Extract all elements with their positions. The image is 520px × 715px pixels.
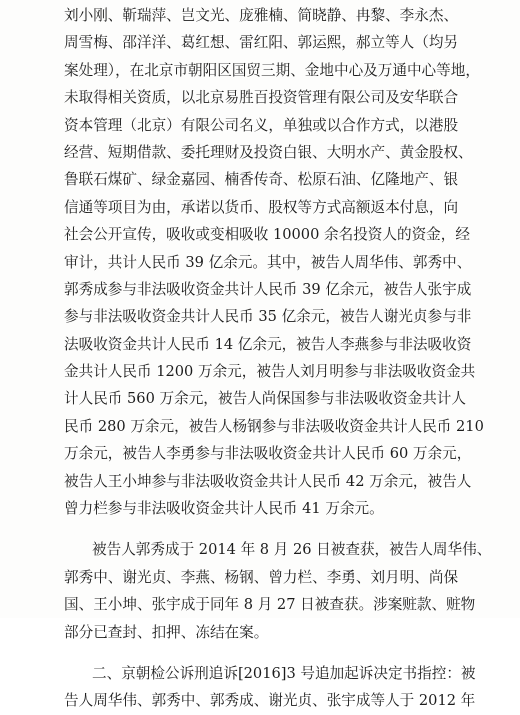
text-line: 信通等项目为由，承诺以货币、股权等方式高额返本付息，向 (64, 198, 459, 216)
text-line: 郭秀成参与非法吸收资金共计人民币 39 亿余元，被告人张宇成 (64, 280, 472, 298)
text-line: 法吸收资金共计人民币 14 亿余元，被告人李燕参与非法吸收资 (64, 335, 472, 353)
text-line: 刘小刚、靳瑞萍、岂文光、庞雅楠、简晓静、冉黎、李永杰、 (64, 7, 459, 24)
text-line: 金共计人民币 1200 万余元，被告人刘月明参与非法吸收资金共 (64, 363, 476, 381)
text-line: 曾力栏参与非法吸收资金共计人民币 41 万余元。 (64, 500, 384, 518)
text-line: 被告人王小坤参与非法吸收资金共计人民币 42 万余元，被告人 (64, 472, 472, 490)
text-line: 万余元，被告人李勇参与非法吸收资金共计人民币 60 万余元， (64, 445, 472, 463)
text-line: 国、王小坤、张宇成于同年 8 月 27 日被查获。涉案赃款、赃物 (64, 596, 476, 614)
text-line: 二、京朝检公诉刑追诉[2016]3 号追加起诉决定书指控：被 (92, 664, 476, 682)
text-line: 参与非法吸收资金共计人民币 35 亿余元，被告人谢光贞参与非 (64, 308, 472, 326)
text-line: 郭秀中、谢光贞、李燕、杨钢、曾力栏、李勇、刘月明、尚保 (64, 568, 459, 586)
text-line: 经营、短期借款、委托理财及投资白银、大明水产、黄金股权、 (64, 143, 473, 161)
paragraph-spacer (64, 522, 464, 536)
text-line: 计人民币 560 万余元，被告人尚保国参与非法吸收资金共计人 (64, 390, 466, 408)
text-line: 民币 280 万余元，被告人杨钢参与非法吸收资金共计人民币 210 (64, 417, 484, 435)
paragraph-3 (64, 660, 476, 715)
document-body (64, 2, 492, 715)
paragraph-spacer (64, 646, 464, 660)
text-line: 案处理），在北京市朝阳区国贸三期、金地中心及万通中心等地， (64, 61, 480, 79)
text-line: 部分已查封、扣押、冻结在案。 (64, 623, 269, 641)
paragraph-2 (64, 536, 492, 646)
text-line: 未取得相关资质，以北京易胜百投资管理有限公司及安华联合 (64, 89, 459, 107)
text-line: 被告人郭秀成于 2014 年 8 月 26 日被查获，被告人周华伟、 (92, 541, 492, 559)
text-line: 审计，共计人民币 39 亿余元。其中，被告人周华伟、郭秀中、 (64, 253, 472, 271)
paragraph-1 (64, 2, 484, 522)
text-line: 周雪梅、邵洋洋、葛红想、雷红阳、郭运熙，郝立等人（均另 (64, 34, 459, 52)
text-line: 鲁联石煤矿、绿金嘉园、楠香传奇、松原石油、亿隆地产、银 (64, 171, 459, 189)
text-line: 资本管理（北京）有限公司名义，单独或以合作方式，以港股 (64, 116, 459, 134)
text-line: 社会公开宣传，吸收或变相吸收 10000 余名投资人的资金，经 (64, 226, 470, 244)
text-line: 告人周华伟、郭秀中、郭秀成、谢光贞、张宇成等人于 2012 年 (64, 692, 476, 710)
